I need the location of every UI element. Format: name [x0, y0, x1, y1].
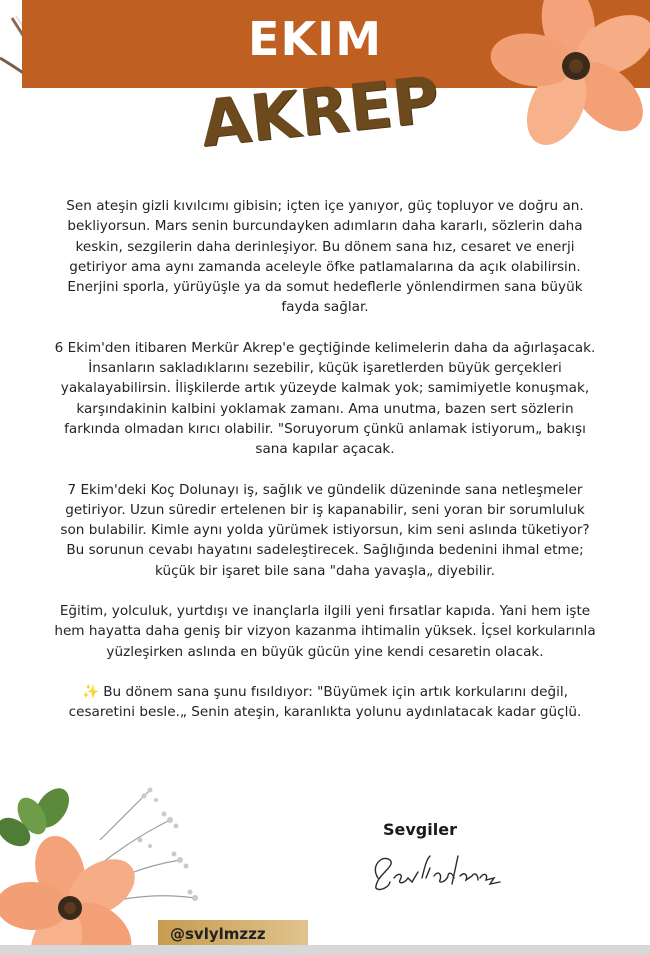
closing-text: Bu dönem sana şunu fısıldıyor: "Büyümek için artık korkularını değil, cesaretini besle.„ Senin ateşin, karanlıkta yolunu aydınlatacak kadar güçlü.	[68, 683, 582, 721]
horoscope-body	[12, 196, 638, 743]
paragraph-full-moon: 7 Ekim'deki Koç Dolunayı iş, sağlık ve gündelik düzeninde sana netleşmeler getiriyor. Uzun süredir ertelenen bir iş kapanabilir, seni yoran bir sorumluluk son bulabilir. Kimle aynı yolda yürümek istiyorsun, kim seni aslında tüketiyor? Bu sorunun cevabı hayatını sadeleştirecek. Sağlığında bedenini ihmal etme; küçük bir işaret bile sana "daha yavaşla„ diyebilir.	[60, 481, 590, 579]
handwritten-signature	[368, 848, 508, 894]
orange-flower-icon	[0, 830, 145, 950]
paragraph-intro: Sen ateşin gizli kıvılcımı gibisin; içten içe yanıyor, güç topluyor ve doğru an. bekliyorsun. Mars senin burcundayken adımların daha kararlı, sözlerin daha keskin, sezgilerin daha derinleşiyor. Bu dönem sana hız, cesaret ve enerji getiriyor ama aynı zamanda aceleyle öfke patlamalarına da açık olabilirsin. Enerjini sporla, yürüyüşle ya da somut hedeflerle yönlendirmen sana büyük fayda sağlar.	[66, 198, 584, 316]
sparkle-icon: ✨	[81, 683, 99, 700]
social-handle[interactable]: @svlylmzzz	[170, 925, 266, 943]
orange-flower-icon	[468, 0, 650, 160]
bottom-bar	[0, 945, 650, 955]
signoff-text: Sevgiler	[383, 820, 457, 839]
paragraph-opportunities: Eğitim, yolculuk, yurtdışı ve inançlarla ilgili yeni fırsatlar kapıda. Yani hem işte hem hayatta daha geniş bir vizyon kazanma ihtimalin yüksek. İçsel korkularınla yüzleşirken aslında en büyük gücün yine kendi cesaretin olacak.	[54, 603, 596, 660]
paragraph-closing	[12, 682, 638, 723]
month-title: EKIM	[248, 12, 382, 66]
paragraph-mercury: 6 Ekim'den itibaren Merkür Akrep'e geçtiğinde kelimelerin daha da ağırlaşacak. İnsanların sakladıklarını sezebilir, küçük işaretlerden büyük gerçekleri yakalayabilirsin. İlişkilerde artık yüzeyde kalmak yok; samimiyetle konuşmak, karşındakinin kalbini yoklamak zamanı. Ama unutma, bazen sert sözlerin farkında olmadan kırıcı olabilir. "Soruyorum çünkü anlamak istiyorum„ bakışı sana kapılar açacak.	[54, 339, 596, 458]
sign-title: AKREP	[197, 63, 443, 162]
